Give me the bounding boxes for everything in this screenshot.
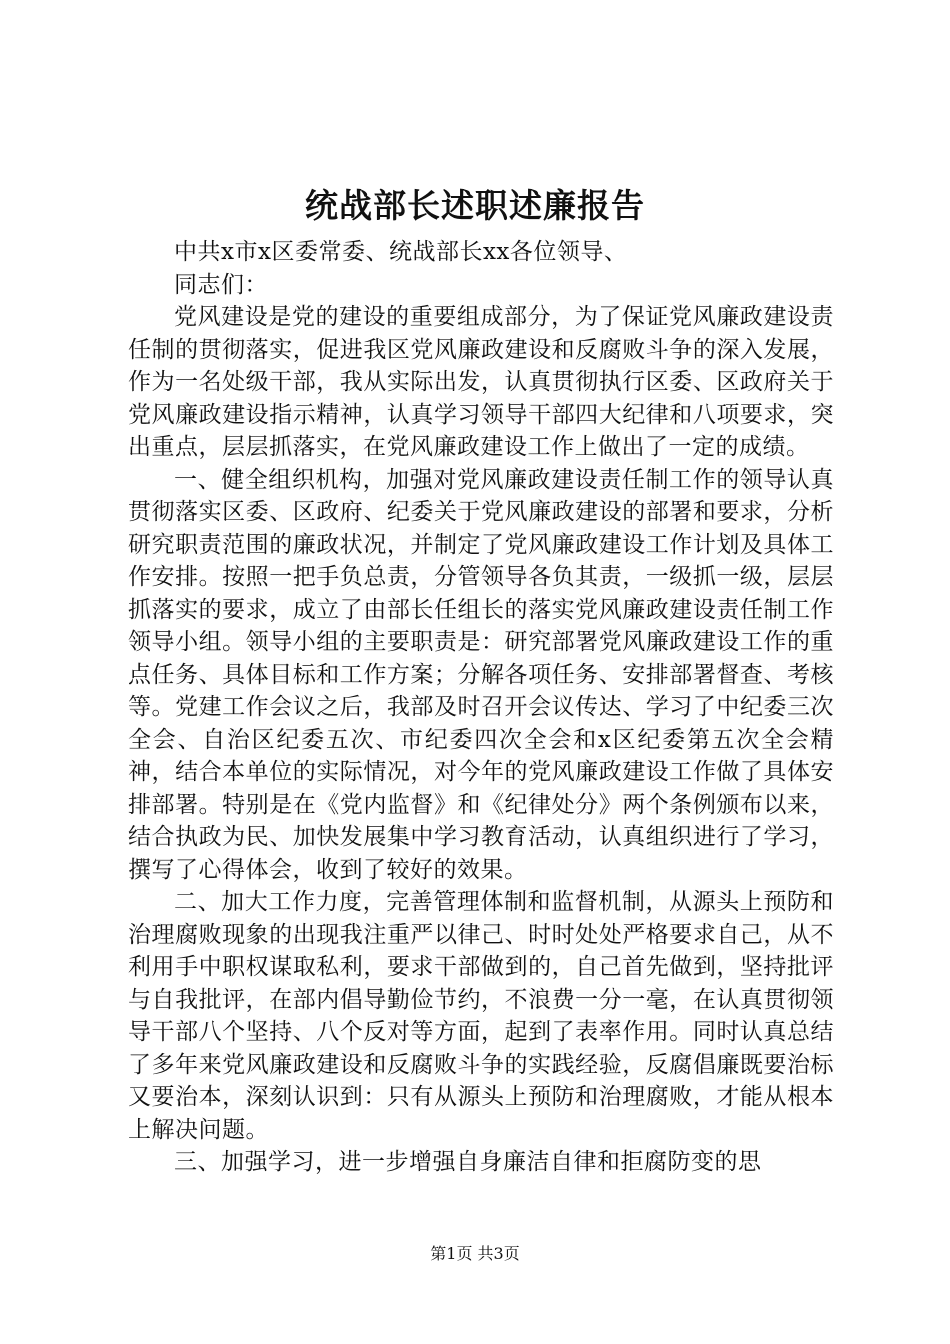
body-paragraph: 党风建设是党的建设的重要组成部分，为了保证党风廉政建设责任制的贯彻落实，促进我区党风廉政建设和反腐败斗争的深入发展，作为一名处级干部，我从实际出发，认真贯彻执行区委、区政府关于党风廉政建设指示精神，认真学习领导干部四大纪律和八项要求，突出重点，层层抓落实，在党风廉政建设工作上做出了一定的成绩。 [128,304,834,460]
document-body [128,236,834,1179]
body-paragraph: 二、加大工作力度，完善管理体制和监督机制，从源头上预防和治理腐败现象的出现我注重严以律己、时时处处严格要求自己，从不利用手中职权谋取私利，要求干部做到的，自己首先做到，坚持批评与自我批评，在部内倡导勤俭节约，不浪费一分一毫，在认真贯彻领导干部八个坚持、八个反对等方面，起到了表率作用。同时认真总结了多年来党风廉政建设和反腐败斗争的实践经验，反腐倡廉既要治标又要治本，深刻认识到：只有从源头上预防和治理腐败，才能从根本上解决问题。 [128,889,834,1143]
document-title: 统战部长述职述廉报告 [305,186,645,225]
body-paragraph: 三、加强学习，进一步增强自身廉洁自律和拒腐防变的思 [174,1149,762,1175]
salutation-line: 中共x市x区委常委、统战部长xx各位领导、 [174,239,628,265]
page-footer: 第1页 共3页 [430,1244,520,1263]
salutation-line: 同志们： [174,271,268,298]
body-paragraph: 一、健全组织机构，加强对党风廉政建设责任制工作的领导认真贯彻落实区委、区政府、纪委关于党风廉政建设的部署和要求，分析研究职责范围的廉政状况，并制定了党风廉政建设工作计划及具体工作安排。按照一把手负总责，分管领导各负其责，一级抓一级，层层抓落实的要求，成立了由部长任组长的落实党风廉政建设责任制工作领导小组。领导小组的主要职责是：研究部署党风廉政建设工作的重点任务、具体目标和工作方案；分解各项任务、安排部署督查、考核等。党建工作会议之后，我部及时召开会议传达、学习了中纪委三次全会、自治区纪委五次、市纪委四次全会和x区纪委第五次全会精神，结合本单位的实际情况，对今年的党风廉政建设工作做了具体安排部署。特别是在《党内监督》和《纪律处分》两个条例颁布以来，结合执政为民、加快发展集中学习教育活动，认真组织进行了学习，撰写了心得体会，收到了较好的效果。 [128,466,834,883]
